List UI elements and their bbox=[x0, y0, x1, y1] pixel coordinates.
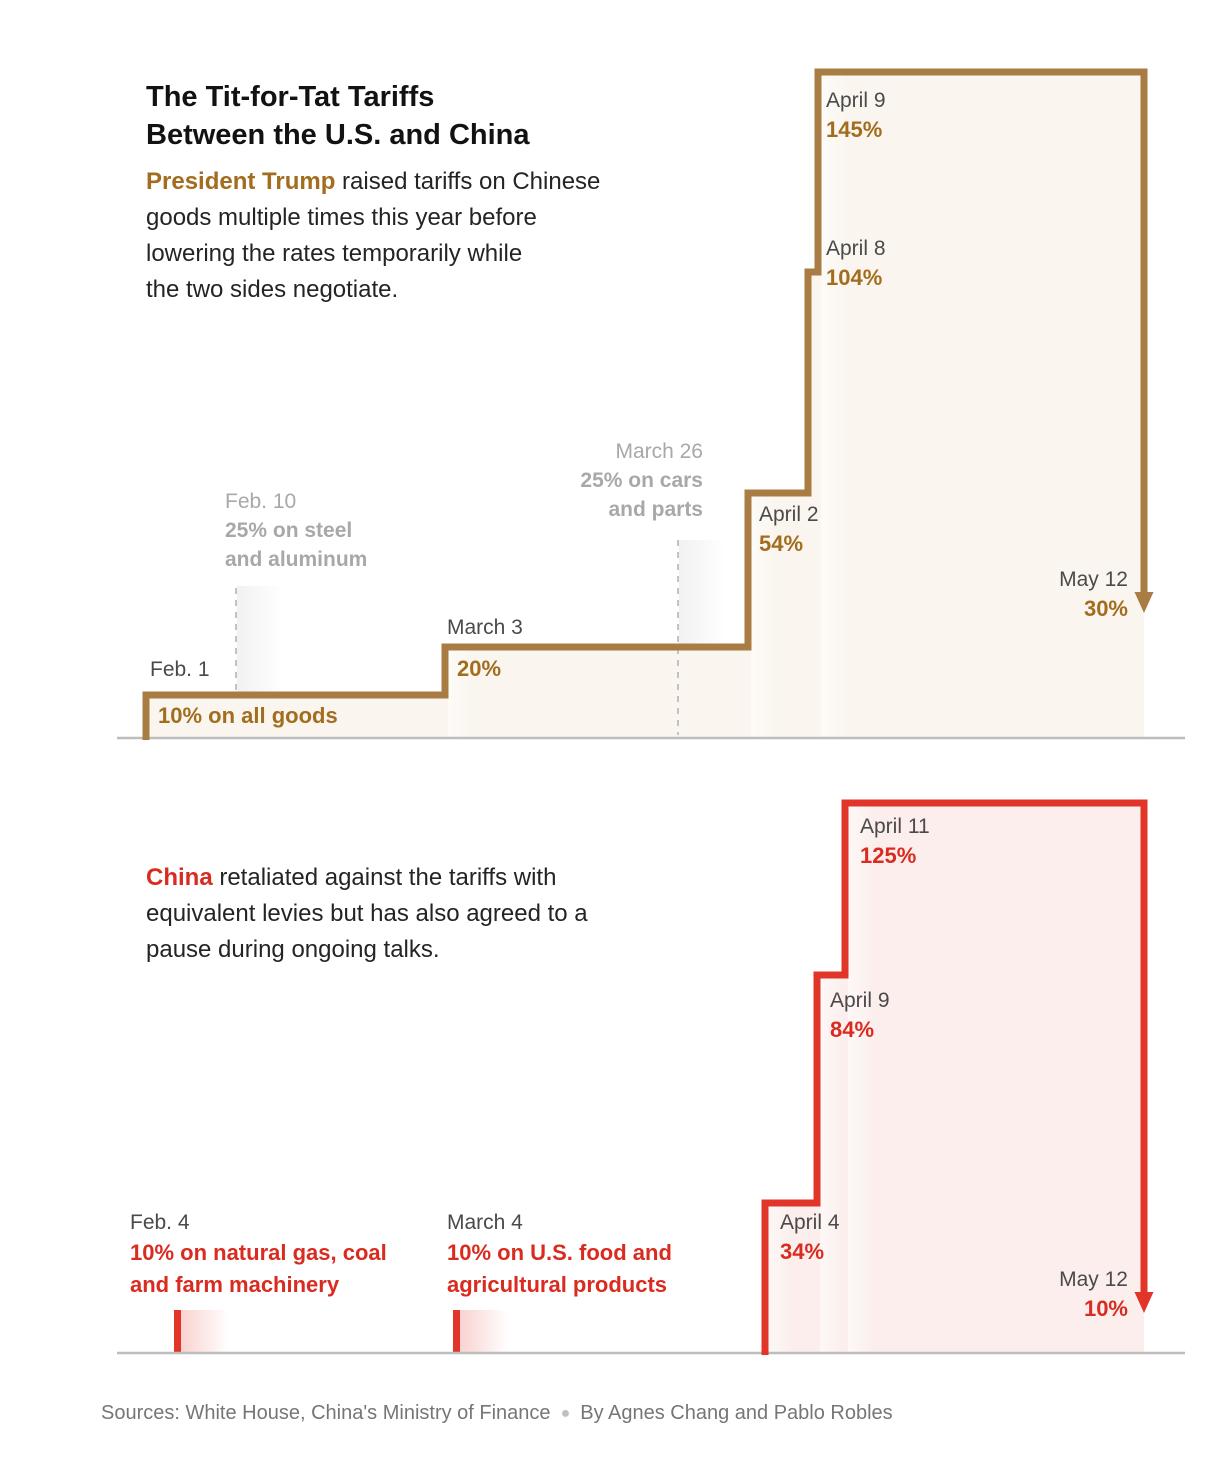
us-intro-line-1-rest: raised tariffs on Chinese bbox=[335, 168, 601, 195]
us-feb1-desc: 10% on all goods bbox=[158, 703, 338, 728]
us-label-april9 bbox=[826, 86, 886, 144]
feb4-tick bbox=[174, 1310, 181, 1353]
china-label-march4 bbox=[447, 1208, 672, 1301]
china-may12-rate: 10% bbox=[1083, 1296, 1128, 1321]
china-step-sheen-3 bbox=[848, 803, 876, 1353]
china-march4-desc2: agricultural products bbox=[447, 1272, 668, 1297]
feb4-gradient-band bbox=[181, 1310, 229, 1353]
us-label-may12 bbox=[1059, 565, 1128, 623]
china-feb4-date: Feb. 4 bbox=[130, 1211, 190, 1234]
sources-text: Sources: White House, China's Ministry of Finance bbox=[101, 1402, 551, 1424]
us-intro-highlight: President Trump bbox=[146, 168, 336, 195]
china-april11-rate: 125% bbox=[860, 843, 917, 868]
march26-gradient-band bbox=[679, 540, 725, 645]
us-intro-line-2: goods multiple times this year before bbox=[146, 204, 537, 231]
china-intro-line-2: equivalent levies but has also agreed to a bbox=[146, 900, 588, 927]
us-label-march3-rate bbox=[457, 654, 501, 683]
china-label-april9 bbox=[830, 986, 890, 1044]
feb10-gradient-band bbox=[237, 586, 283, 692]
china-intro-line-1 bbox=[146, 860, 588, 896]
page-title bbox=[146, 78, 530, 154]
march4-gradient-band bbox=[460, 1310, 508, 1353]
us-step-sheen-3 bbox=[821, 72, 849, 738]
us-intro bbox=[146, 164, 600, 308]
us-march3-date: March 3 bbox=[447, 616, 523, 639]
china-feb4-desc1: 10% on natural gas, coal bbox=[130, 1240, 387, 1265]
us-feb1-date: Feb. 1 bbox=[150, 658, 210, 681]
china-april4-date: April 4 bbox=[780, 1211, 840, 1234]
march4-tick bbox=[453, 1310, 460, 1353]
china-label-april4 bbox=[780, 1208, 840, 1266]
us-label-march26 bbox=[580, 437, 703, 524]
china-label-april11 bbox=[860, 812, 930, 870]
us-april2-date: April 2 bbox=[759, 503, 819, 526]
china-march4-date: March 4 bbox=[447, 1211, 523, 1234]
us-label-april8 bbox=[826, 234, 886, 292]
us-april2-rate: 54% bbox=[759, 531, 804, 556]
sources-byline bbox=[101, 1402, 893, 1425]
us-intro-line-3: lowering the rates temporarily while bbox=[146, 240, 523, 267]
byline-text: By Agnes Chang and Pablo Robles bbox=[580, 1402, 893, 1424]
china-feb4-desc2: and farm machinery bbox=[130, 1272, 340, 1297]
us-april9-rate: 145% bbox=[826, 117, 883, 142]
china-intro-line-1-rest: retaliated against the tariffs with bbox=[212, 864, 557, 891]
china-april4-rate: 34% bbox=[780, 1239, 825, 1264]
us-label-march3 bbox=[447, 613, 523, 642]
us-april9-date: April 9 bbox=[826, 89, 886, 112]
china-march4-desc1: 10% on U.S. food and bbox=[447, 1240, 672, 1265]
us-feb10-desc2: and aluminum bbox=[225, 548, 368, 571]
us-march26-desc1: 25% on cars bbox=[580, 469, 703, 492]
us-april8-date: April 8 bbox=[826, 237, 886, 260]
title-line-1: The Tit-for-Tat Tariffs bbox=[146, 81, 435, 113]
us-march3-rate: 20% bbox=[457, 656, 502, 681]
us-intro-line-1 bbox=[146, 164, 600, 200]
us-label-april2 bbox=[759, 500, 819, 558]
us-feb10-date: Feb. 10 bbox=[225, 490, 297, 513]
china-may12-date: May 12 bbox=[1059, 1268, 1128, 1291]
china-label-feb4 bbox=[130, 1208, 387, 1301]
title-line-2: Between the U.S. and China bbox=[146, 119, 530, 151]
separator-dot: ● bbox=[560, 1405, 571, 1422]
us-april8-rate: 104% bbox=[826, 265, 883, 290]
china-intro bbox=[146, 860, 588, 968]
china-april9-date: April 9 bbox=[830, 989, 890, 1012]
china-intro-highlight: China bbox=[146, 864, 213, 891]
china-april9-rate: 84% bbox=[830, 1017, 875, 1042]
us-march26-desc2: and parts bbox=[608, 498, 703, 521]
us-feb10-desc1: 25% on steel bbox=[225, 519, 353, 542]
china-intro-line-3: pause during ongoing talks. bbox=[146, 936, 440, 963]
china-april11-date: April 11 bbox=[860, 815, 930, 838]
us-label-feb10 bbox=[225, 487, 367, 574]
us-may12-date: May 12 bbox=[1059, 568, 1128, 591]
china-label-may12 bbox=[1059, 1265, 1128, 1323]
us-may12-rate: 30% bbox=[1083, 596, 1128, 621]
us-label-feb1 bbox=[150, 655, 210, 684]
us-intro-line-4: the two sides negotiate. bbox=[146, 276, 399, 303]
us-march26-date: March 26 bbox=[615, 440, 703, 463]
us-label-feb1-desc bbox=[158, 701, 338, 730]
